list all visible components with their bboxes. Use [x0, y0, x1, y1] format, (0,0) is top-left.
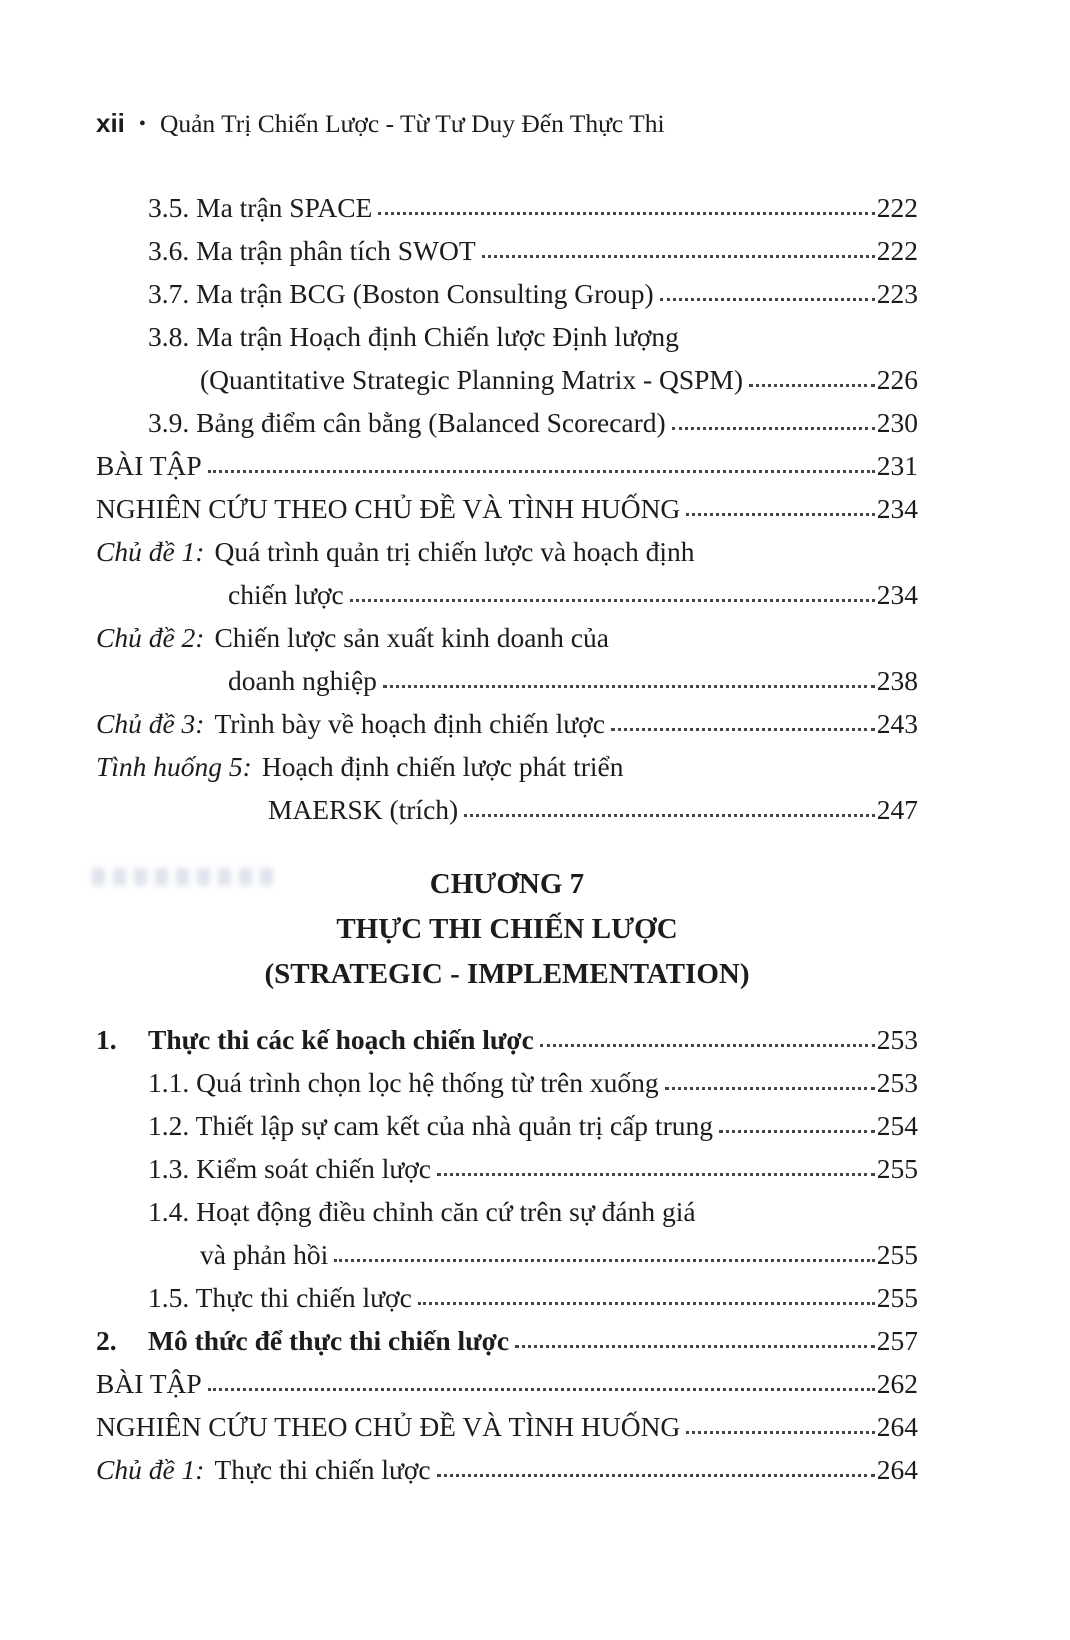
entry-text: Thực thi chiến lược	[214, 1454, 431, 1485]
entry-text: 1.2. Thiết lập sự cam kết của nhà quản trị cấp trung	[148, 1110, 713, 1141]
entry-text: 3.9. Bảng điểm cân bằng (Balanced Scorecard)	[148, 407, 666, 438]
dot-leader	[515, 1345, 875, 1348]
toc-section-chapter7	[96, 1013, 918, 1486]
toc-entry	[96, 439, 918, 482]
toc-entry	[96, 1228, 918, 1271]
folio-page-number: xii	[96, 108, 125, 138]
chapter-title: THỰC THI CHIẾN LƯỢC	[336, 913, 678, 945]
entry-text: Hoạch định chiến lược phát triển	[261, 751, 624, 782]
entry-page-number: 253	[876, 1024, 918, 1055]
toc-entry	[96, 224, 918, 267]
entry-text: BÀI TẬP	[96, 1368, 202, 1399]
chapter-subtitle: (STRATEGIC - IMPLEMENTATION)	[264, 958, 750, 990]
entry-page-number: 262	[876, 1368, 918, 1399]
toc-entry	[96, 654, 918, 697]
entry-page-number: 255	[876, 1282, 918, 1313]
entry-prefix: Chủ đề 3:	[96, 708, 205, 739]
entry-number: 2.	[96, 1325, 117, 1356]
toc-entry	[96, 1142, 918, 1185]
toc-entry	[96, 482, 918, 525]
entry-page-number: 238	[876, 665, 918, 696]
header-bullet-separator: •	[138, 113, 146, 135]
entry-text: 1.1. Quá trình chọn lọc hệ thống từ trên xuống	[148, 1067, 659, 1098]
dot-leader	[383, 685, 875, 688]
dot-leader	[672, 427, 875, 430]
dot-leader	[611, 728, 875, 731]
entry-text: Thực thi các kế hoạch chiến lược	[148, 1024, 534, 1055]
running-header	[96, 108, 918, 139]
entry-page-number: 226	[876, 364, 918, 395]
entry-page-number: 234	[876, 493, 918, 524]
entry-text: doanh nghiệp	[228, 665, 377, 696]
toc-entry	[96, 353, 918, 396]
entry-page-number: 255	[876, 1239, 918, 1270]
toc-entry	[96, 1185, 918, 1228]
toc-entry	[96, 740, 918, 783]
dot-leader	[482, 255, 875, 258]
entry-text: 1.3. Kiểm soát chiến lược	[148, 1153, 431, 1184]
entry-text: BÀI TẬP	[96, 450, 202, 481]
entry-page-number: 243	[876, 708, 918, 739]
dot-leader	[378, 212, 874, 215]
entry-text: 3.7. Ma trận BCG (Boston Consulting Group)	[148, 278, 654, 309]
chapter-number: CHƯƠNG 7	[429, 868, 585, 900]
entry-text: Quá trình quản trị chiến lược và hoạch định	[214, 536, 695, 567]
dot-leader	[437, 1173, 875, 1176]
toc-entry	[96, 525, 918, 568]
dot-leader	[208, 470, 875, 473]
entry-page-number: 222	[876, 235, 918, 266]
dot-leader	[334, 1259, 874, 1262]
entry-page-number: 247	[876, 794, 918, 825]
entry-prefix: Tình huống 5:	[96, 751, 252, 782]
chapter-heading	[96, 862, 918, 997]
dot-leader	[418, 1302, 875, 1305]
entry-text: NGHIÊN CỨU THEO CHỦ ĐỀ VÀ TÌNH HUỐNG	[96, 1411, 681, 1442]
dot-leader	[208, 1388, 875, 1391]
entry-text: và phản hồi	[200, 1239, 329, 1270]
entry-text: Mô thức để thực thi chiến lược	[148, 1325, 510, 1356]
toc-entry	[96, 181, 918, 224]
entry-text: Chiến lược sản xuất kinh doanh của	[214, 622, 609, 653]
dot-leader	[437, 1474, 875, 1477]
dot-leader	[665, 1087, 875, 1090]
entry-text: chiến lược	[228, 579, 344, 610]
dot-leader	[719, 1130, 875, 1133]
entry-text: Trình bày về hoạch định chiến lược	[214, 708, 605, 739]
entry-page-number: 255	[876, 1153, 918, 1184]
toc-entry	[96, 783, 918, 826]
toc-entry	[96, 1099, 918, 1142]
entry-prefix: Chủ đề 2:	[96, 622, 205, 653]
entry-text: (Quantitative Strategic Planning Matrix - QSPM)	[200, 364, 744, 395]
entry-page-number: 253	[876, 1067, 918, 1098]
entry-page-number: 257	[876, 1325, 918, 1356]
entry-text: NGHIÊN CỨU THEO CHỦ ĐỀ VÀ TÌNH HUỐNG	[96, 493, 681, 524]
toc-entry	[96, 611, 918, 654]
toc-section-top	[96, 181, 918, 826]
dot-leader	[660, 298, 875, 301]
dot-leader	[350, 599, 875, 602]
dot-leader	[749, 384, 875, 387]
entry-page-number: 254	[876, 1110, 918, 1141]
toc-entry	[96, 1271, 918, 1314]
entry-text: 1.4. Hoạt động điều chỉnh căn cứ trên sự đánh giá	[148, 1196, 696, 1227]
dot-leader	[540, 1044, 875, 1047]
toc-entry	[96, 1443, 918, 1486]
book-title: Quản Trị Chiến Lược - Từ Tư Duy Đến Thực Thi	[159, 109, 665, 138]
toc-entry	[96, 396, 918, 439]
entry-page-number: 223	[876, 278, 918, 309]
toc-entry	[96, 697, 918, 740]
entry-page-number: 222	[876, 192, 918, 223]
entry-text: 3.5. Ma trận SPACE	[148, 192, 373, 223]
entry-page-number: 231	[876, 450, 918, 481]
entry-page-number: 230	[876, 407, 918, 438]
entry-prefix: Chủ đề 1:	[96, 1454, 205, 1485]
dot-leader	[464, 814, 875, 817]
entry-text: 1.5. Thực thi chiến lược	[148, 1282, 412, 1313]
entry-page-number: 264	[876, 1454, 918, 1485]
toc-entry	[96, 1400, 918, 1443]
toc-entry	[96, 267, 918, 310]
entry-number: 1.	[96, 1024, 117, 1055]
toc-entry	[96, 310, 918, 353]
toc-entry	[96, 1013, 918, 1056]
toc-entry	[96, 1056, 918, 1099]
entry-prefix: Chủ đề 1:	[96, 536, 205, 567]
toc-entry	[96, 1314, 918, 1357]
entry-text: 3.6. Ma trận phân tích SWOT	[148, 235, 476, 266]
dot-leader	[686, 1431, 874, 1434]
toc-entry	[96, 1357, 918, 1400]
entry-text: 3.8. Ma trận Hoạch định Chiến lược Định lượng	[148, 321, 679, 352]
entry-page-number: 264	[876, 1411, 918, 1442]
toc-entry	[96, 568, 918, 611]
entry-page-number: 234	[876, 579, 918, 610]
dot-leader	[686, 513, 874, 516]
entry-text: MAERSK (trích)	[268, 794, 459, 825]
